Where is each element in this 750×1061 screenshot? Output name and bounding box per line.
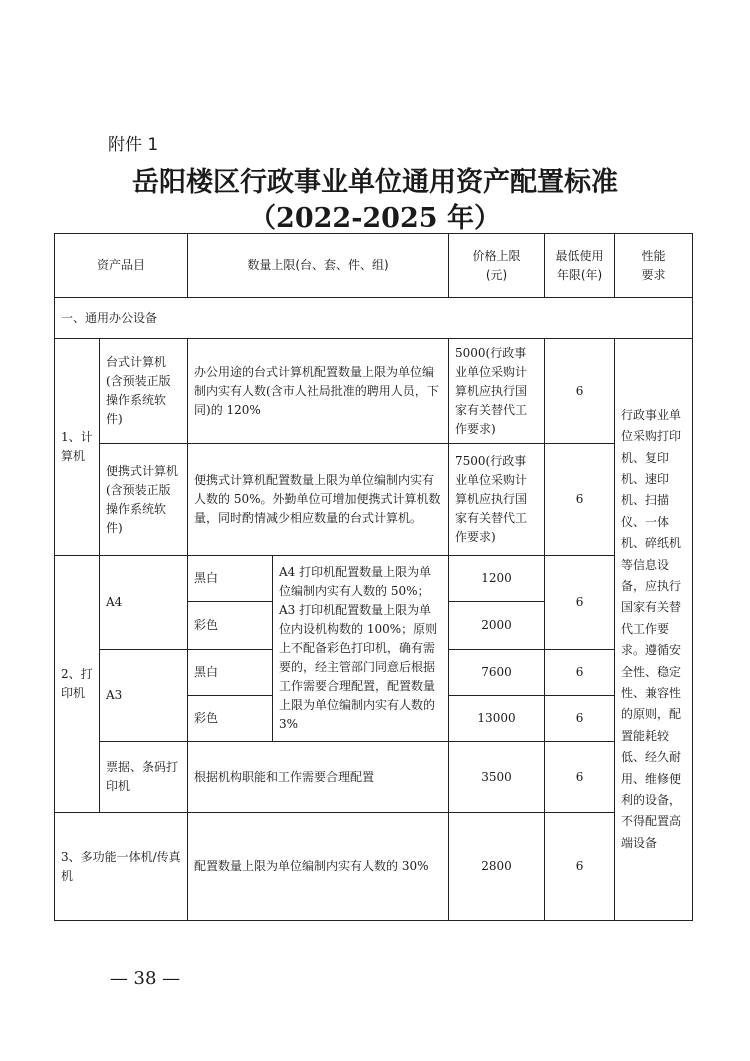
price-laptop: 7500(行政事业单位采购计算机应执行国家有关替代工作要求) bbox=[449, 444, 545, 556]
quantity-desktop: 办公用途的台式计算机配置数量上限为单位编制内实有人数(含市人社局批准的聘用人员，下同)的 120% bbox=[188, 339, 449, 444]
header-item: 资产品目 bbox=[55, 234, 188, 298]
item-mfp: 3、多功能一体机/传真机 bbox=[55, 813, 188, 921]
price-desktop: 5000(行政事业单位采购计算机应执行国家有关替代工作要求) bbox=[449, 339, 545, 444]
table-row bbox=[55, 556, 693, 602]
price-mfp: 2800 bbox=[449, 813, 545, 921]
a4-color: 彩色 bbox=[188, 602, 273, 650]
header-quantity: 数量上限(台、套、件、组) bbox=[188, 234, 449, 298]
group-printer: 2、打 印机 bbox=[55, 556, 100, 813]
a3-bw: 黑白 bbox=[188, 650, 273, 696]
header-years: 最低使用 年限(年) bbox=[545, 234, 615, 298]
header-performance: 性能 要求 bbox=[615, 234, 693, 298]
quantity-ticket-printer: 根据机构职能和工作需要合理配置 bbox=[188, 742, 449, 813]
section-row bbox=[55, 298, 693, 339]
price-a4-bw: 1200 bbox=[449, 556, 545, 602]
years-a3-bw: 6 bbox=[545, 650, 615, 696]
years-laptop: 6 bbox=[545, 444, 615, 556]
item-ticket-printer: 票据、条码打印机 bbox=[100, 742, 188, 813]
item-a4: A4 bbox=[100, 556, 188, 650]
document-subtitle-years: （2022-2025 年） bbox=[249, 203, 501, 234]
quantity-mfp: 配置数量上限为单位编制内实有人数的 30% bbox=[188, 813, 449, 921]
performance-requirements: 行政事业单位采购打印机、复印机、速印机、扫描仪、一体机、碎纸机等信息设备，应执行国家有关替代工作要求。遵循安全性、稳定性、兼容性的原则，配置能耗较低、经久耐用、维修便利的设备，不得配置高端设备 bbox=[615, 339, 693, 921]
page-number: — 38 — bbox=[109, 968, 181, 989]
group-computer: 1、计 算机 bbox=[55, 339, 100, 556]
years-a3-color: 6 bbox=[545, 696, 615, 742]
a3-color: 彩色 bbox=[188, 696, 273, 742]
asset-standard-table bbox=[54, 233, 693, 921]
price-a4-color: 2000 bbox=[449, 602, 545, 650]
quantity-printer: A4 打印机配置数量上限为单位编制内实有人数的 50%；A3 打印机配置数量上限为单位内设机构数的 100%；原则上不配备彩色打印机，确有需要的，经主管部门同意后根据工作需要合理配置，配置数量上限为单位编制内实有人数的 3% bbox=[273, 556, 449, 742]
table-row bbox=[55, 742, 693, 813]
header-price: 价格上限 (元) bbox=[449, 234, 545, 298]
document-title: 岳阳楼区行政事业单位通用资产配置标准 bbox=[132, 167, 618, 198]
price-a3-bw: 7600 bbox=[449, 650, 545, 696]
table-row bbox=[55, 444, 693, 556]
item-a3: A3 bbox=[100, 650, 188, 742]
item-desktop: 台式计算机 (含预装正版 操作系统软 件) bbox=[100, 339, 188, 444]
price-a3-color: 13000 bbox=[449, 696, 545, 742]
years-ticket-printer: 6 bbox=[545, 742, 615, 813]
header-row bbox=[55, 234, 693, 298]
years-mfp: 6 bbox=[545, 813, 615, 921]
table-row bbox=[55, 813, 693, 921]
quantity-laptop: 便携式计算机配置数量上限为单位编制内实有人数的 50%。外勤单位可增加便携式计算机数量，同时酌情减少相应数量的台式计算机。 bbox=[188, 444, 449, 556]
attachment-label: 附件 1 bbox=[108, 135, 159, 155]
table-row bbox=[55, 339, 693, 444]
years-desktop: 6 bbox=[545, 339, 615, 444]
years-a4: 6 bbox=[545, 556, 615, 650]
section-title: 一、通用办公设备 bbox=[55, 298, 693, 339]
price-ticket-printer: 3500 bbox=[449, 742, 545, 813]
item-laptop: 便携式计算机(含预装正版操作系统软件) bbox=[100, 444, 188, 556]
a4-bw: 黑白 bbox=[188, 556, 273, 602]
